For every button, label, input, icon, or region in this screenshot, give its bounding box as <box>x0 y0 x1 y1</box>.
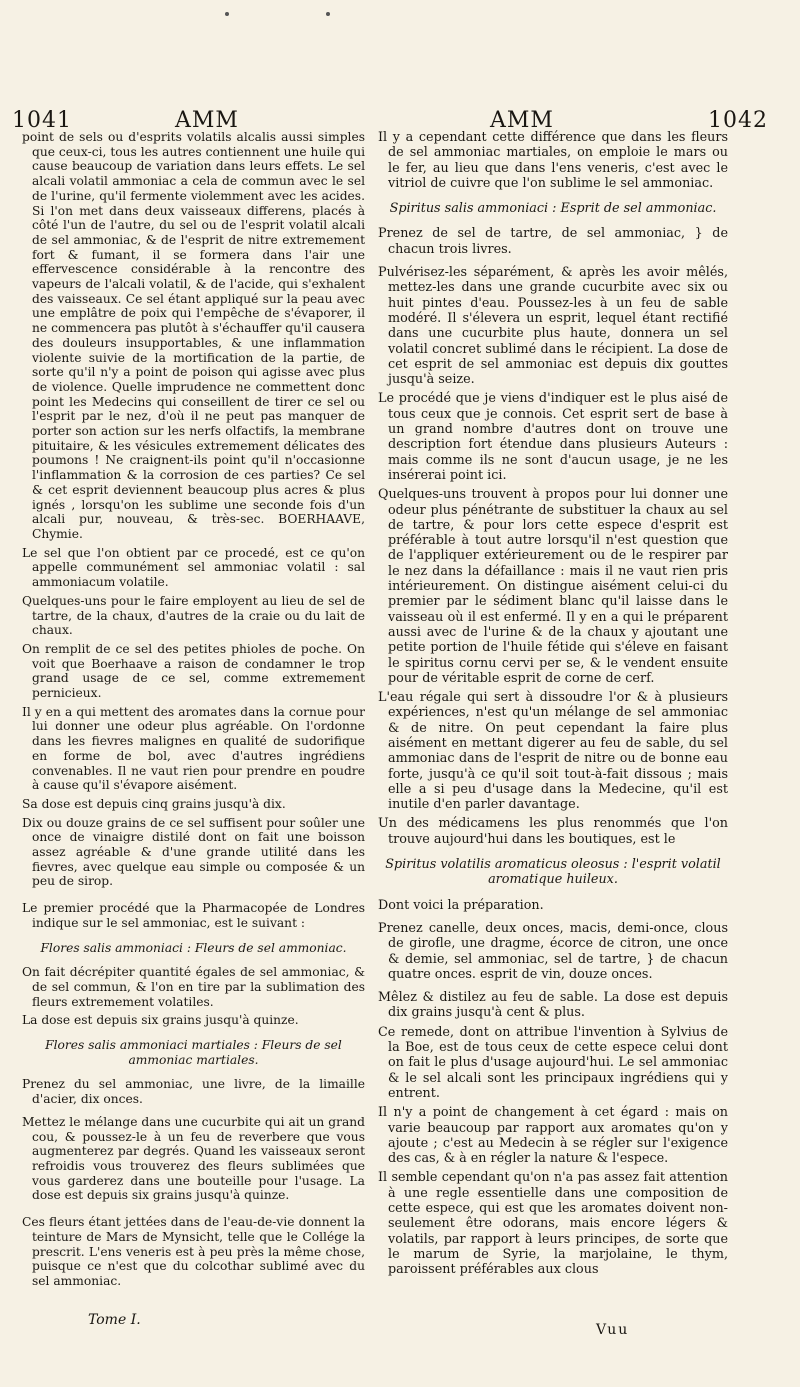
paragraph: Le procédé que je viens d'indiquer est le plus aisé de tous ceux que je connois. Cet esprit sert de base à un grand nombre d'autres dont on trouve une description fort étendue dans plusieurs Auteurs : mais comme ils ne sont d'aucun usage, je ne les insérerai point ici. <box>378 391 728 483</box>
paragraph: Il y a cependant cette différence que dans les fleurs de sel ammoniac martiales, on emploie le mars ou le fer, au lieu que dans l'ens veneris, c'est avec le vitriol de cuivre que l'on sublime le sel ammoniac. <box>378 130 728 191</box>
right-column <box>378 130 728 1281</box>
paragraph: Il semble cependant qu'on n'a pas assez fait attention à une regle essentielle dans une composition de cette espece, qui est que les aromates doivent non-seulement être odorans, mais encore légers & volatils, par rapport à leurs principes, de sorte que le marum de Syrie, la marjolaine, le thym, paroissent préférables aux clous <box>378 1170 728 1278</box>
left-page-number: 1041 <box>12 108 72 133</box>
left-column <box>22 130 365 1293</box>
recipe-ingredients: Prenez de sel de tartre, de sel ammoniac, } de chacun trois livres. <box>378 226 728 257</box>
right-running-head: AMM <box>490 108 554 133</box>
paragraph: L'eau régale qui sert à dissoudre l'or & à plusieurs expériences, n'est qu'un mélange de sel ammoniac & de nitre. On peut cependant la faire plus aisément en mettant digerer au feu de sable, du sel ammoniac dans de l'esprit de nitre ou de bonne eau forte, jusqu'à ce qu'il soit tout-à-fait dissous ; mais elle a si peu d'usage dans la Medecine, qu'il est inutile d'en parler davantage. <box>378 690 728 813</box>
paragraph: Dix ou douze grains de ce sel suffisent pour soûler une once de vinaigre distilé dont on fait une boisson assez agréable & d'une grande utilité dans les fievres, avec quelque eau simple ou composée & un peu de sirop. <box>22 815 365 889</box>
recipe-ingredients: Prenez canelle, deux onces, macis, demi-once, clous de girofle, une dragme, écorce de citron, une once & demie, sel ammoniac, sel de tartre, } de chacun quatre onces. esprit de vin, douze onces. <box>378 920 728 982</box>
paragraph: La dose est depuis six grains jusqu'à quinze. <box>22 1013 299 1028</box>
ink-speck <box>225 12 229 16</box>
paragraph: Pulvérisez-les séparément, & après les avoir mêlés, mettez-les dans une grande cucurbite avec six ou huit pintes d'eau. Poussez-les à un feu de sable modéré. Il s'élevera un esprit, lequel étant rectifié dans une cucurbite plus haute, donnera un sel volatil concret sublimé dans le récipient. La dose de cet esprit de sel ammoniac est depuis dix gouttes jusqu'à seize. <box>378 265 728 388</box>
recipe-heading: Flores salis ammoniaci martiales : Fleurs de sel ammoniac martiales. <box>45 1038 342 1067</box>
paragraph: Ce remede, dont on attribue l'invention à Sylvius de la Boe, est de tous ceux de cette espece celui dont on fait le plus d'usage aujourd'hui. Le sel ammoniac & le sel alcali sont les principaux ingrédiens qui y entrent. <box>378 1024 728 1101</box>
paragraph: Dont voici la préparation. <box>378 897 544 913</box>
paragraph: point de sels ou d'esprits volatils alcalis aussi simples que ceux-ci, tous les autres contiennent une huile qui cause beaucoup de variation dans leurs effets. Le sel alcali volatil ammoniac a cela de commun avec le sel de l'urine, qu'il fermente violemment avec les acides. Si l'on met dans deux vaisseaux differens, placés à côté l'un de l'autre, du sel ou de l'esprit volatil alcali de sel ammoniac, & de l'esprit de nitre extremement fort & fumant, il se formera dans l'air une effervescence considérable à la rencontre des vapeurs de l'alcali volatil, & de l'acide, qui s'exhalent des vaisseaux. Ce sel étant appliqué sur la peau avec une emplâtre de poix qui l'empêche de s'évaporer, il ne commencera pas plutôt à s'échauffer qu'il causera des douleurs insupportables, & une inflammation violente suivie de la mortification de la partie, de sorte qu'il n'y a point de poison qui agisse avec plus de violence. Quelle imprudence ne commettent donc point les Medecins qui conseillent de tirer ce sel ou l'esprit par le nez, d'où il ne peut pas manquer de porter son action sur les nerfs olfactifs, la membrane pituitaire, & les vésicules extremement délicates des poumons ! Ne craignent-ils point qu'il n'occasionne l'inflammation & la corrosion de ces parties? Ce sel & cet esprit deviennent beaucoup plus acres & plus ignés , lorsqu'on les sublime une seconde fois d'un alcali pur, nouveau, & très-sec. BOERHAAVE, Chymie. <box>22 130 365 541</box>
paragraph: On fait décrépiter quantité égales de sel ammoniac, & de sel commun, & l'on en tire par la sublimation des fleurs extremement volatiles. <box>22 965 365 1009</box>
paragraph: Quelques-uns pour le faire employent au lieu de sel de tartre, de la chaux, d'autres de la craie ou du lait de chaux. <box>22 593 365 638</box>
recipe-heading: Spiritus salis ammoniaci : Esprit de sel ammoniac. <box>389 201 717 217</box>
paragraph: Le premier procédé que la Pharmacopée de Londres indique sur le sel ammoniac, est le suivant : <box>22 901 365 930</box>
paragraph: Il y en a qui mettent des aromates dans la cornue pour lui donner une odeur plus agréable. On l'ordonne dans les fievres malignes en qualité de sudorifique en forme de bol, avec d'autres ingrédiens convenables. Il ne vaut rien pour prendre en poudre à cause qu'il s'évapore aisément. <box>22 704 365 793</box>
paragraph: Le sel que l'on obtient par ce procedé, est ce qu'on appelle communément sel ammoniac volatil : sal ammoniacum volatile. <box>22 545 365 590</box>
recipe-heading: Flores salis ammoniaci : Fleurs de sel ammoniac. <box>40 940 347 955</box>
signature-mark: Vuu <box>596 1322 630 1338</box>
volume-label: Tome I. <box>88 1312 141 1328</box>
paragraph: Il n'y a point de changement à cet égard : mais on varie beaucoup par rapport aux aromates qu'on y ajoute ; c'est au Medecin à se régler sur l'exigence des cas, & à en régler la nature & l'espece. <box>378 1105 728 1167</box>
paragraph: Un des médicamens les plus renommés que l'on trouve aujourd'hui dans les boutiques, est le <box>378 816 728 847</box>
ink-speck <box>326 12 330 16</box>
paragraph: Sa dose est depuis cinq grains jusqu'à dix. <box>22 796 286 811</box>
paragraph: Quelques-uns trouvent à propos pour lui donner une odeur plus pénétrante de substituer la chaux au sel de tartre, & pour lors cette espece d'esprit est préférable à tout autre lorsqu'il n'est question que de l'appliquer extérieurement ou de le respirer par le nez dans la défaillance : mais il ne vaut rien pris intérieurement. On distingue aisément celui-ci du premier par le sédiment blanc qu'il laisse dans le vaisseau où il est enfermé. Il y en a qui le préparent aussi avec de l'urine & de la chaux y ajoutant une petite portion de l'huile fétide qui s'éleve en faisant le spiritus cornu cervi per se, & le vendent ensuite pour de véritable esprit de corne de cerf. <box>378 487 728 686</box>
recipe-ingredients: Prenez du sel ammoniac, une livre, de la limaille d'acier, dix onces. <box>22 1077 365 1107</box>
paragraph: On remplit de ce sel des petites phioles de poche. On voit que Boerhaave a raison de condamner le trop grand usage de ce sel, comme extremement pernicieux. <box>22 641 365 701</box>
recipe-heading: Spiritus volatilis aromaticus oleosus : l'esprit volatil aromatique huileux. <box>385 857 721 888</box>
paragraph: Mettez le mélange dans une cucurbite qui ait un grand cou, & poussez-le à un feu de reverbere que vous augmenterez par degrés. Quand les vaisseaux seront refroidis vous trouverez des fleurs sublimées que vous garderez dans une bouteille pour l'usage. La dose est depuis six grains jusqu'à quinze. <box>22 1114 365 1203</box>
paragraph: Mêlez & distilez au feu de sable. La dose est depuis dix grains jusqu'à cent & plus. <box>378 990 728 1021</box>
right-page-number: 1042 <box>708 108 768 133</box>
left-running-head: AMM <box>175 108 239 133</box>
paragraph: Ces fleurs étant jettées dans de l'eau-de-vie donnent la teinture de Mars de Mynsicht, telle que le Collége la prescrit. L'ens veneris est à peu près la même chose, puisque ce n'est que du colcothar sublimé avec du sel ammoniac. <box>22 1215 365 1288</box>
